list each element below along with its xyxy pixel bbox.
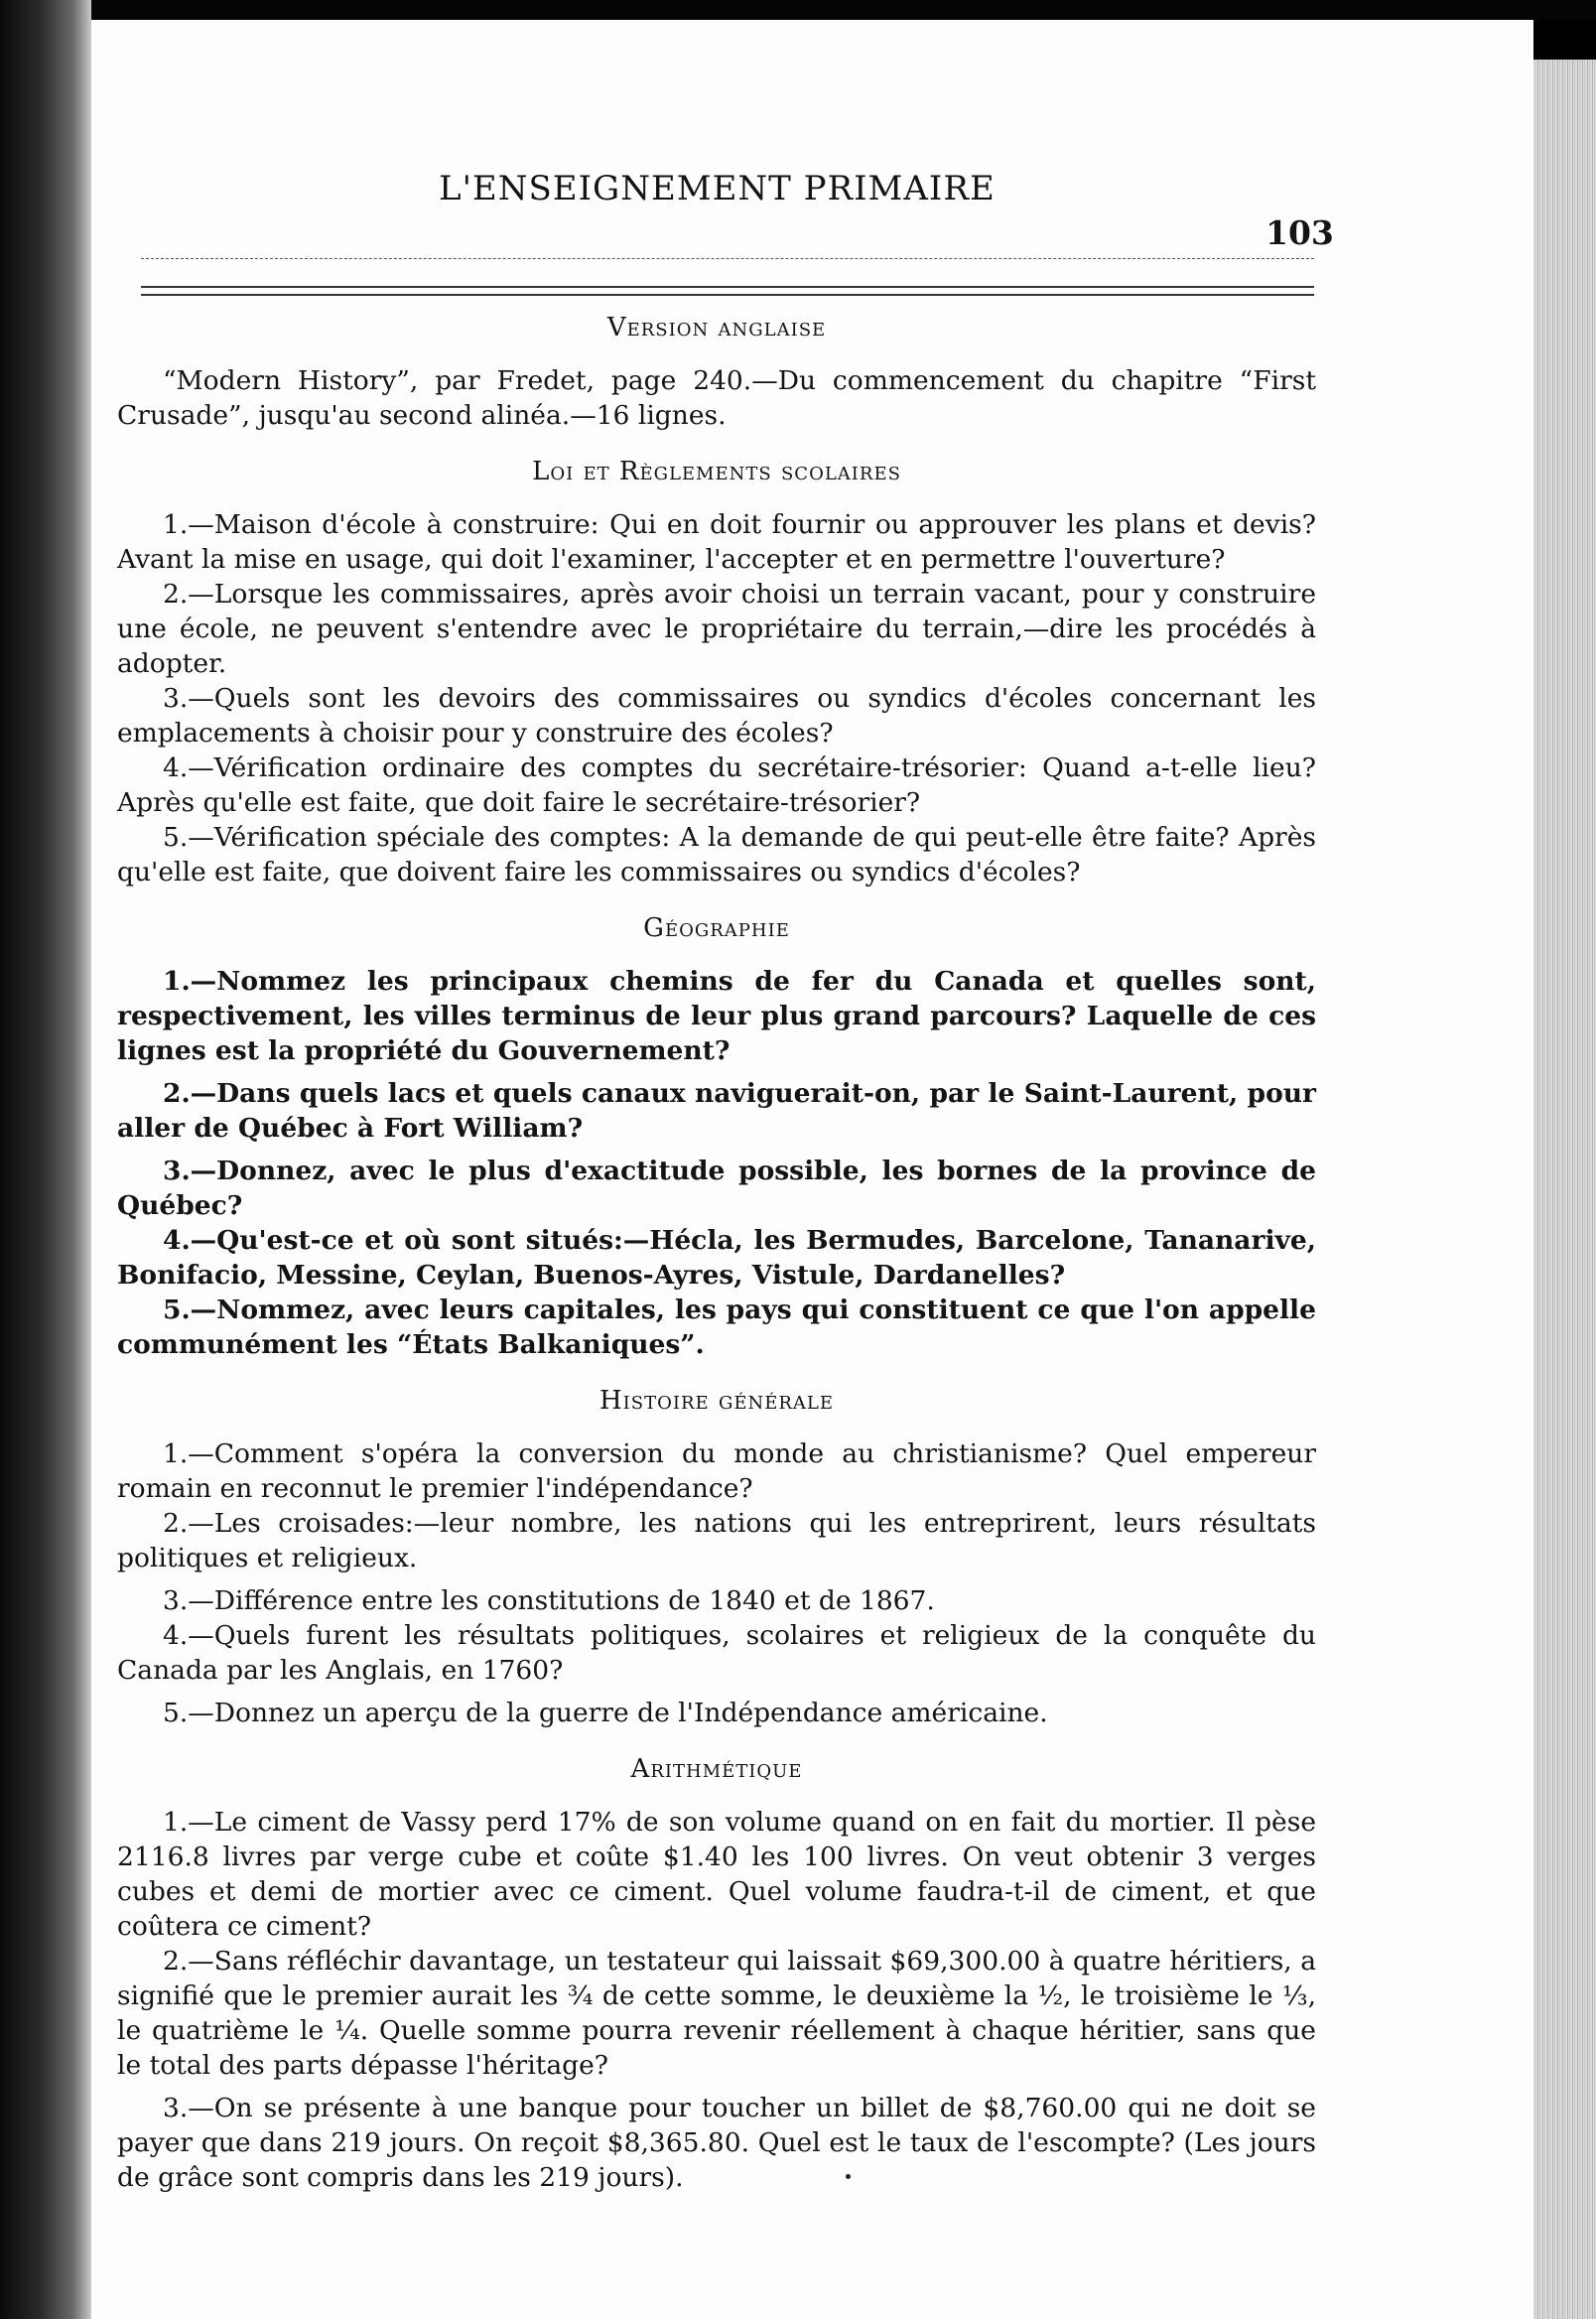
question-item: 4.—Qu'est-ce et où sont situés:—Hécla, les Bermudes, Barcelone, Tananarive, Bonifacio, Messine, Ceylan, Buenos-Ayres, Vistule, Dardanelles?: [117, 1225, 1316, 1291]
question-item: 5.—Vérification spéciale des comptes: A la demande de qui peut-elle être faite? Après qu'elle est faite, que doivent faire les commissaires ou syndics d'écoles?: [117, 822, 1316, 887]
book-page: [91, 20, 1533, 2319]
question-item: 1.—Nommez les principaux chemins de fer du Canada et quelles sont, respectivement, les villes terminus de leur plus grand parcours? Laquelle de ces lignes est la propriété du Gouvernement?: [117, 966, 1316, 1066]
question-item: 3.—Différence entre les constitutions de 1840 et de 1867.: [163, 1585, 935, 1616]
section-heading: Version anglaise: [606, 313, 827, 342]
question-item: 4.—Quels furent les résultats politiques, scolaires et religieux de la conquête du Canada par les Anglais, en 1760?: [117, 1620, 1316, 1686]
question-item: 5.—Donnez un aperçu de la guerre de l'Indépendance américaine.: [163, 1698, 1048, 1728]
question-item: 2.—Lorsque les commissaires, après avoir choisi un terrain vacant, pour y construire une école, ne peuvent s'entendre avec le propriétaire du terrain,—dire les procédés à adopter.: [117, 579, 1316, 679]
running-title: L'ENSEIGNEMENT PRIMAIRE: [439, 169, 996, 208]
header-rule-top: [141, 286, 1314, 288]
question-item: 2.—Les croisades:—leur nombre, les nations qui les entreprirent, leurs résultats politiques et religieux.: [117, 1508, 1316, 1573]
question-item: 1.—Le ciment de Vassy perd 17% de son volume quand on en fait du mortier. Il pèse 2116.8 livres par verge cube et coûte $1.40 les 100 livres. On veut obtenir 3 verges cubes et demi de mortier avec ce ciment. Quel volume faudra-t-il de ciment, et que coûtera ce ciment?: [117, 1807, 1316, 1942]
question-item: 3.—Donnez, avec le plus d'exactitude possible, les bornes de la province de Québec?: [117, 1156, 1316, 1221]
question-item: 3.—Quels sont les devoirs des commissaires ou syndics d'écoles concernant les emplacements à choisir pour y construire des écoles?: [117, 683, 1316, 749]
scan-top-band: [0, 0, 1596, 20]
header-rule-dashed: [141, 258, 1314, 259]
ink-speck: [846, 2174, 851, 2179]
question-item: 1.—Maison d'école à construire: Qui en doit fournir ou approuver les plans et devis? Avant la mise en usage, qui doit l'examiner, l'accepter et en permettre l'ouverture?: [117, 509, 1316, 575]
page-number: 103: [1265, 213, 1334, 252]
section-arithmetique: [117, 1752, 1316, 2195]
section-version-anglaise: [117, 311, 1316, 433]
header-rule-bottom: [141, 294, 1314, 296]
question-item: 5.—Nommez, avec leurs capitales, les pays qui constituent ce que l'on appelle communément les “États Balkaniques”.: [117, 1295, 1316, 1360]
section-heading: Loi et Règlements scolaires: [532, 457, 901, 486]
book-spine-shadow: [0, 0, 91, 2319]
question-item: 4.—Vérification ordinaire des comptes du secrétaire-trésorier: Quand a-t-elle lieu? Après qu'elle est faite, que doit faire le secrétaire-trésorier?: [117, 752, 1316, 818]
question-item: 2.—Dans quels lacs et quels canaux naviguerait-on, par le Saint-Laurent, pour aller de Québec à Fort William?: [117, 1078, 1316, 1144]
question-item: 3.—On se présente à une banque pour toucher un billet de $8,760.00 qui ne doit se payer que dans 219 jours. On reçoit $8,365.80. Quel est le taux de l'escompte? (Les jours de grâce sont compris dans les 219 jours).: [117, 2093, 1316, 2193]
section-geographie: [117, 911, 1316, 1362]
section-heading: Arithmétique: [630, 1754, 803, 1784]
section-heading: Géographie: [643, 913, 790, 943]
question-item: “Modern History”, par Fredet, page 240.—Du commencement du chapitre “First Crusade”, jusqu'au second alinéa.—16 lignes.: [117, 365, 1316, 431]
question-item: 2.—Sans réfléchir davantage, un testateur qui laissait $69,300.00 à quatre héritiers, a signifié que le premier aurait les ¾ de cette somme, le deuxième la ½, le troisième le ⅓, le quatrième le ¼. Quelle somme pourra revenir réellement à chaque héritier, sans que le total des parts dépasse l'héritage?: [117, 1946, 1316, 2081]
section-histoire-generale: [117, 1384, 1316, 1730]
section-heading: Histoire générale: [599, 1386, 834, 1416]
page-edges: [1533, 60, 1596, 2319]
page-body: [117, 303, 1316, 2195]
question-item: 1.—Comment s'opéra la conversion du monde au christianisme? Quel empereur romain en reconnut le premier l'indépendance?: [117, 1438, 1316, 1504]
section-loi-reglements: [117, 455, 1316, 889]
